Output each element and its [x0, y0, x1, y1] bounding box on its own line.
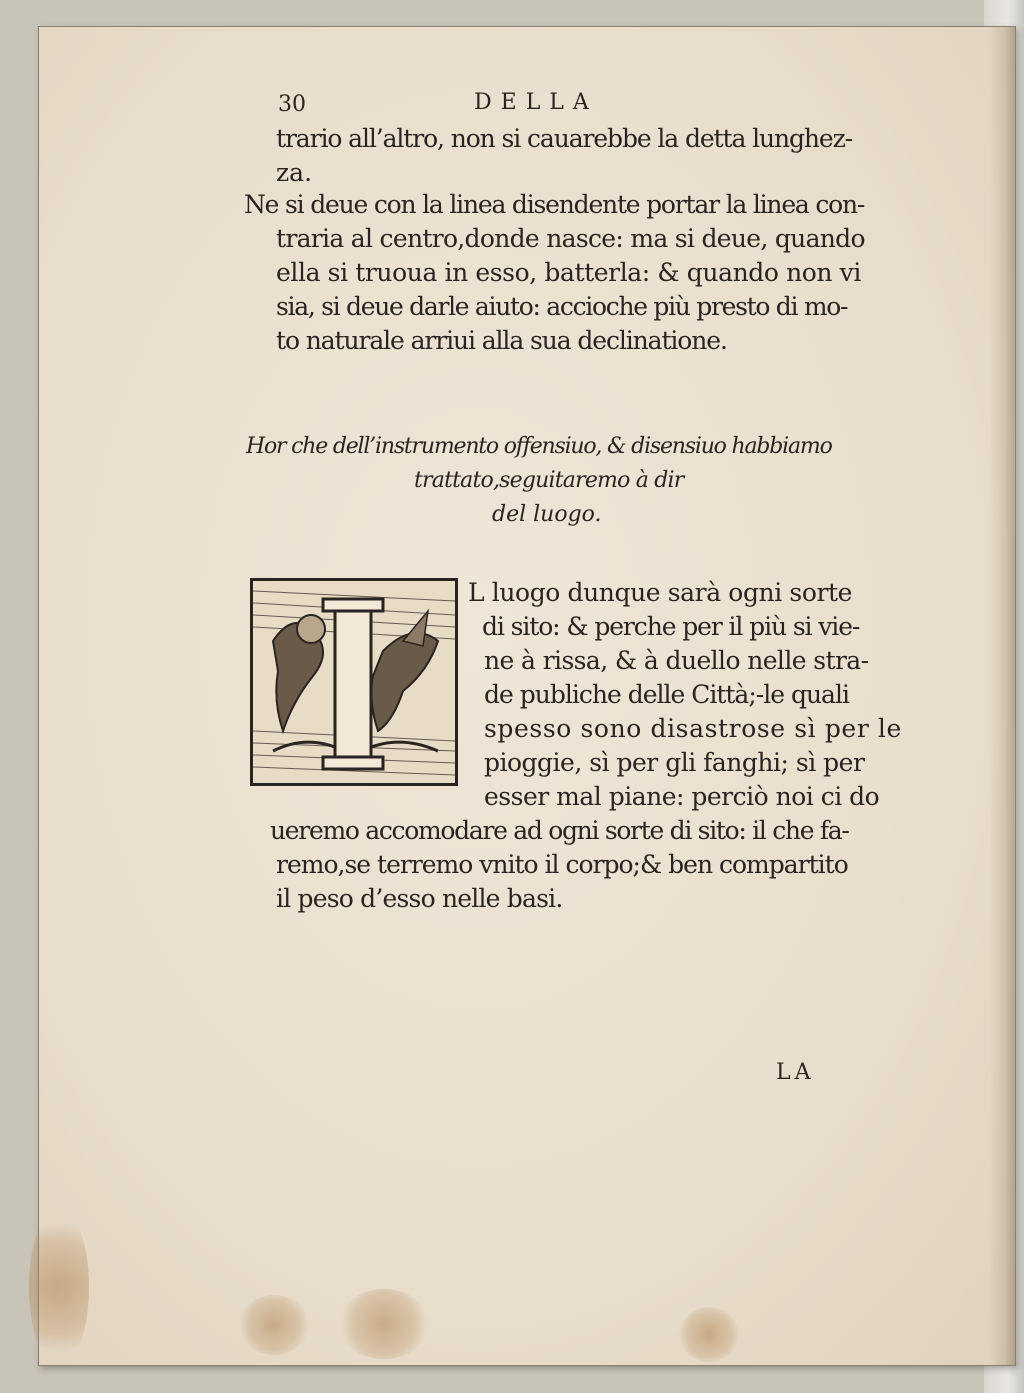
text-line: remo,se terremo vnito il corpo;& ben compartito — [276, 850, 848, 879]
text-line: il peso d’esso nelle basi. — [276, 884, 563, 913]
section-heading-line: del luogo. — [492, 502, 602, 527]
text-line: pioggie, sì per gli fanghi; sì per — [484, 748, 865, 777]
text-line: spesso sono disastrose sì per le — [484, 714, 902, 743]
text-line: ella si truoua in esso, batterla: & quando non vi — [276, 258, 862, 287]
catchword: LA — [776, 1060, 815, 1085]
text-line: ne à rissa, & à duello nelle stra- — [484, 646, 869, 675]
section-heading-line: trattato,seguitaremo à dir — [414, 468, 684, 493]
text-line: sia, si deue darle aiuto: accioche più presto di mo- — [276, 292, 848, 321]
water-stain — [239, 1295, 309, 1355]
text-line: traria al centro,donde nasce: ma si deue, quando — [276, 224, 865, 253]
text-line: esser mal piane: perciò noi ci do — [484, 782, 880, 811]
text-line: trario all’altro, non si cauarebbe la detta lunghez- — [276, 124, 853, 153]
text-line: de publiche delle Città;-le quali — [484, 680, 849, 709]
page-number: 30 — [278, 92, 306, 117]
text-line: to naturale arriui alla sua declinatione. — [276, 326, 727, 355]
water-stain — [29, 1207, 89, 1367]
text-line: ueremo accomodare ad ogni sorte di sito: il che fa- — [270, 816, 849, 845]
water-stain — [679, 1307, 739, 1362]
text-line: za. — [276, 158, 313, 187]
woodcut-illustration — [253, 581, 455, 783]
running-head: DELLA — [474, 90, 598, 115]
text-line: di sito: & perche per il più si vie- — [482, 612, 860, 641]
page-edge-shadow — [989, 27, 1015, 1365]
text-line: L luogo dunque sarà ogni sorte — [468, 578, 853, 607]
woodcut-initial-letter — [250, 578, 458, 786]
section-heading-line: Hor che dell’instrumento offensiuo, & disensiuo habbiamo — [246, 434, 832, 459]
text-line: Ne si deue con la linea disendente portar la linea con- — [244, 190, 865, 219]
water-stain — [339, 1289, 429, 1359]
